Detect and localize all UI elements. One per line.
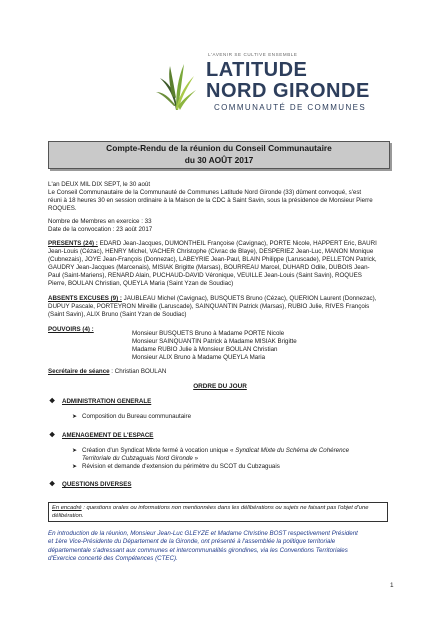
members-count: Nombre de Membres en exercice : 33: [48, 218, 152, 225]
preamble-line: Le Conseil Communautaire de la Communauté de Communes Latitude Nord Gironde (33) dûment convoqué, s'est: [48, 189, 362, 196]
agenda-item-continuation: Territoriale du Cubzaguais Nord Gironde »: [82, 455, 199, 462]
diamond-bullet-icon: ❖: [49, 432, 56, 439]
arrow-bullet-icon: ➤: [72, 463, 78, 470]
preamble-line: ROQUES.: [48, 205, 77, 212]
page-number: 1: [390, 582, 394, 589]
document-title: [48, 141, 390, 169]
secretaire-label: Secrétaire de séance: [48, 368, 110, 375]
intro-line: départementale s'adressant aux communes et intercommunalités girondines, via les Conventions Territoriales: [48, 546, 348, 554]
title-line1: Compte-Rendu de la réunion du Conseil Communautaire: [106, 143, 332, 153]
arrow-bullet-icon: ➤: [72, 413, 78, 420]
pouvoir-item: Monsieur ALIX Bruno à Madame QUEYLA Maria: [132, 354, 266, 361]
agenda-item: ➤ Révision et demande d'extension du périmètre du SCOT du Cubzaguais: [72, 463, 280, 470]
absents-text: JAUBLEAU Michel (Cavignac), BUSQUETS Bruno (Cézac), QUERION Laurent (Donnezac),: [121, 295, 377, 302]
intro-line: En introduction de la réunion, Monsieur Jean-Luc GLEYZE et Madame Christine BOST respectivement Président: [48, 530, 358, 537]
title-line2: du 30 AOÛT 2017: [184, 155, 254, 165]
absents-label: ABSENTS EXCUSES (9) :: [48, 295, 122, 302]
secretaire-line: [48, 368, 166, 376]
encadre-note: En encadré : questions orales ou informations non mentionnées dans les délibérations ou sujets ne faisant pas l'objet d'une délibération.: [48, 502, 388, 522]
intro-line: et 1ère Vice-Présidente du Département de la Gironde, ont présenté à l'assemblée la politique territoriale: [48, 538, 336, 546]
arrow-bullet-icon: ➤: [72, 447, 78, 454]
logo-title-line1: LATITUDE: [206, 59, 308, 81]
pouvoirs-label: POUVOIRS (4) :: [48, 326, 94, 333]
ordre-du-jour-heading: ORDRE DU JOUR: [193, 383, 247, 390]
diamond-bullet-icon: ❖: [49, 481, 56, 488]
pouvoir-item: Monsieur BUSQUETS Bruno à Madame PORTE Nicole: [132, 330, 285, 337]
presents-label: PRESENTS (24) :: [48, 240, 98, 247]
presents-line: [48, 240, 377, 248]
absents-line: [48, 295, 376, 303]
presents-line: GAUDRY Jean-Jacques (Marcenais), MISIAK Brigitte (Marsas), BOURREAU Marcel, DUHARD Odile, DUBOIS Jean-: [48, 264, 370, 271]
logo-title-line2: NORD GIRONDE: [206, 80, 370, 102]
preamble-line: réuni à 18 heures 30 en session ordinaire à la Maison de la CDC à Saint Savin, sous la présidence de Monsieur Pierre: [48, 197, 373, 204]
absents-line: (Saint Savin), ALIX Bruno (Saint Yzan de Soudiac): [48, 311, 187, 318]
intro-line: d'Exercice concerté des Compétences (CTEC).: [48, 555, 178, 563]
pouvoir-item: Madame RUBIO Julie à Monsieur BOULAN Christian: [132, 346, 278, 353]
presents-line: Paul (Saint-Mariens), RENARD Alain, PUCHAUD-DAVID Véronique, VEUILLE Jean-Louis (Saint Savin), ROQUES: [48, 272, 362, 279]
logo-tagline: L'AVENIR SE CULTIVE ENSEMBLE: [208, 52, 298, 57]
section-questions-diverses: ❖ QUESTIONS DIVERSES: [49, 481, 132, 488]
leaves-logo-icon: [154, 56, 198, 112]
encadre-label: En encadré: [52, 505, 82, 511]
latitude-nord-gironde-logo: [150, 50, 370, 120]
pouvoir-item: Monsieur SAINQUANTIN Patrick à Madame MISIAK Brigitte: [132, 338, 297, 345]
convocation-date: Date de la convocation : 23 août 2017: [48, 226, 153, 233]
preamble-line: L'an DEUX MIL DIX SEPT, le 30 août: [48, 181, 151, 188]
agenda-item: ➤ Création d'un Syndicat Mixte fermé à vocation unique « Syndicat Mixte du Schéma de Cohérence: [72, 447, 350, 454]
introduction-paragraph: [48, 530, 390, 564]
section-amenagement-espace: ❖ AMENAGEMENT DE L'ESPACE: [49, 432, 154, 439]
secretaire-value: : Christian BOULAN: [109, 368, 167, 375]
presents-line: (Cubnezais), JOYE Jean-François (Donnezac), LABEYRIE Jean-Paul, BLAIN Philippe (Laruscade), PELLETON Patrick,: [48, 256, 377, 263]
agenda-item: ➤ Composition du Bureau communautaire: [72, 413, 192, 420]
presents-line: Pierre, BOULAN Christian, QUEYLA Maria (Saint Yzan de Soudiac): [48, 280, 234, 287]
absents-line: DUPUY Pascale, PORTEYRON Mireille (Laruscade), SAINQUANTIN Patrick (Marsas), RUBIO Julie, RIVES François: [48, 303, 370, 310]
section-administration-generale: ❖ ADMINISTRATION GENERALE: [49, 398, 152, 405]
diamond-bullet-icon: ❖: [49, 398, 56, 405]
presents-line: Jean-Louis (Cézac), HENRY Michel, VACHER Christophe (Civrac de Blaye), DESPERIEZ Jean-Luc, MANON Monique: [48, 248, 374, 255]
presents-text: EDARD Jean-Jacques, DUMONTHEIL Françoise (Cavignac), PORTE Nicole, HAPPERT Eric, BAURI: [97, 240, 377, 247]
logo-subtitle: COMMUNAUTÉ DE COMMUNES: [214, 103, 367, 112]
